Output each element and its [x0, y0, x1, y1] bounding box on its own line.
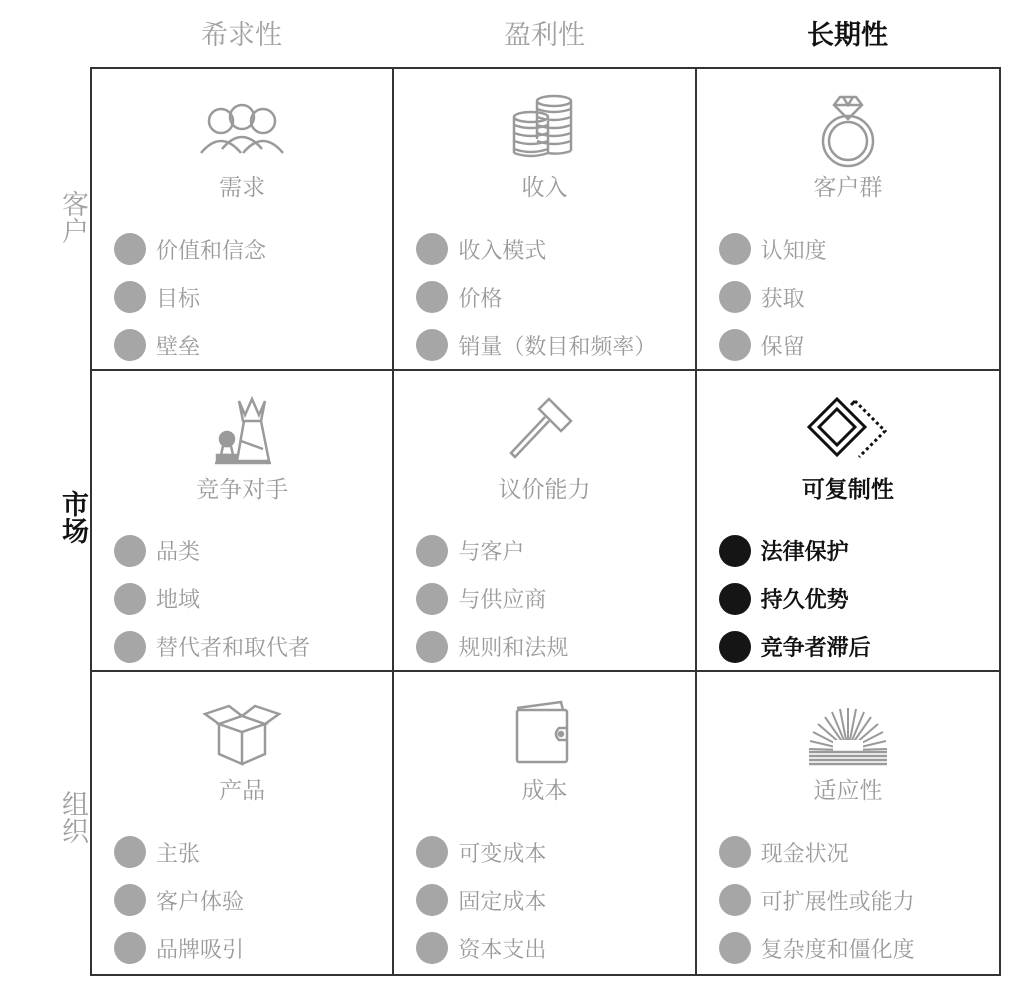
list-item	[114, 623, 310, 671]
bullet-dot	[416, 233, 448, 265]
bullet-dot	[416, 884, 448, 916]
item-label: 主张	[156, 841, 201, 867]
bullet-dot	[719, 233, 751, 265]
item-list	[416, 225, 656, 369]
item-label: 复杂度和僵化度	[760, 937, 915, 963]
list-item	[416, 924, 546, 972]
cell-revenue	[394, 69, 696, 371]
item-label: 客户体验	[156, 889, 245, 915]
column-header-longevity: 长期性	[807, 20, 888, 51]
cell-title: 收入	[521, 175, 568, 201]
list-item	[719, 273, 827, 321]
list-item	[416, 575, 568, 623]
bullet-dot	[719, 932, 751, 964]
cell-replicability	[697, 371, 999, 673]
cell-competitors	[92, 371, 394, 673]
item-list	[416, 828, 546, 972]
coin-stack-icon	[499, 91, 589, 171]
bullet-dot	[416, 836, 448, 868]
list-item	[114, 273, 266, 321]
list-item	[719, 924, 915, 972]
item-label: 品牌吸引	[156, 937, 245, 963]
cell-title: 可复制性	[801, 476, 894, 503]
column-header-desirability: 希求性	[201, 20, 282, 51]
cell-adaptability	[697, 672, 999, 974]
cell-cost	[394, 672, 696, 974]
wallet-icon	[499, 694, 589, 774]
list-item	[114, 321, 266, 369]
bullet-dot	[114, 631, 146, 663]
cell-title: 客户群	[813, 175, 883, 201]
list-item	[114, 828, 244, 876]
people-icon	[197, 91, 287, 171]
item-label: 竞争者滞后	[760, 636, 871, 662]
item-label: 持久优势	[760, 588, 849, 614]
overlapping-diamonds-icon	[803, 393, 893, 473]
item-list	[114, 828, 244, 972]
cell-customer-base	[697, 69, 999, 371]
item-label: 品类	[156, 540, 201, 566]
slinky-arc-icon	[803, 694, 893, 774]
list-item	[719, 876, 915, 924]
bullet-dot	[416, 281, 448, 313]
item-label: 保留	[760, 334, 805, 360]
list-item	[114, 225, 266, 273]
item-label: 现金状况	[760, 841, 849, 867]
item-label: 价值和信念	[156, 238, 267, 264]
item-label: 可扩展性或能力	[760, 889, 915, 915]
bullet-dot	[416, 329, 448, 361]
bullet-dot	[114, 281, 146, 313]
item-label: 规则和法规	[458, 636, 569, 662]
bullet-dot	[719, 329, 751, 361]
item-label: 壁垒	[156, 334, 201, 360]
bullet-dot	[416, 535, 448, 567]
item-label: 可变成本	[458, 841, 547, 867]
bullet-dot	[114, 233, 146, 265]
cell-bargaining-power	[394, 371, 696, 673]
bullet-dot	[416, 932, 448, 964]
list-item	[416, 876, 546, 924]
list-item	[719, 575, 871, 623]
row-header-customer: 客户	[57, 190, 88, 244]
list-item	[114, 876, 244, 924]
list-item	[719, 321, 827, 369]
item-label: 固定成本	[458, 889, 547, 915]
bullet-dot	[416, 631, 448, 663]
item-label: 与客户	[458, 540, 525, 566]
list-item	[719, 225, 827, 273]
item-list	[416, 527, 568, 671]
cell-title: 竞争对手	[196, 476, 289, 503]
bullet-dot	[114, 836, 146, 868]
item-list	[114, 225, 266, 369]
column-header-profitability: 盈利性	[504, 20, 585, 51]
bullet-dot	[114, 535, 146, 567]
row-header-organization: 组织	[57, 790, 88, 844]
bullet-dot	[719, 583, 751, 615]
cell-product	[92, 672, 394, 974]
list-item	[416, 225, 656, 273]
item-label: 获取	[760, 286, 805, 312]
item-label: 地域	[156, 588, 201, 614]
list-item	[416, 321, 656, 369]
bullet-dot	[719, 884, 751, 916]
item-list	[114, 527, 310, 671]
cell-title: 议价能力	[498, 476, 591, 503]
list-item	[114, 527, 310, 575]
item-label: 价格	[458, 286, 503, 312]
item-list	[719, 828, 915, 972]
bullet-dot	[114, 329, 146, 361]
list-item	[719, 527, 871, 575]
gavel-icon	[499, 393, 589, 473]
open-box-icon	[197, 694, 287, 774]
item-label: 资本支出	[458, 937, 547, 963]
list-item	[416, 273, 656, 321]
list-item	[416, 623, 568, 671]
cell-title: 适应性	[813, 778, 883, 805]
cell-title: 产品	[219, 778, 266, 805]
chess-pieces-icon	[197, 393, 287, 473]
item-list	[719, 527, 871, 671]
item-label: 与供应商	[458, 588, 547, 614]
diamond-ring-icon	[803, 91, 893, 171]
list-item	[719, 828, 915, 876]
item-label: 收入模式	[458, 238, 547, 264]
bullet-dot	[114, 932, 146, 964]
bullet-dot	[114, 884, 146, 916]
item-label: 法律保护	[760, 540, 849, 566]
item-list	[719, 225, 827, 369]
bullet-dot	[416, 583, 448, 615]
cell-need	[92, 69, 394, 371]
item-label: 销量（数目和频率）	[458, 334, 657, 360]
bullet-dot	[719, 836, 751, 868]
item-label: 目标	[156, 286, 201, 312]
matrix-grid	[90, 67, 1001, 976]
bullet-dot	[719, 631, 751, 663]
cell-title: 需求	[219, 175, 266, 201]
list-item	[114, 924, 244, 972]
item-label: 替代者和取代者	[156, 636, 311, 662]
bullet-dot	[719, 281, 751, 313]
list-item	[719, 623, 871, 671]
bullet-dot	[114, 583, 146, 615]
row-header-market: 市场	[57, 490, 88, 544]
list-item	[114, 575, 310, 623]
cell-title: 成本	[521, 778, 568, 805]
list-item	[416, 828, 546, 876]
list-item	[416, 527, 568, 575]
item-label: 认知度	[760, 238, 827, 264]
bullet-dot	[719, 535, 751, 567]
